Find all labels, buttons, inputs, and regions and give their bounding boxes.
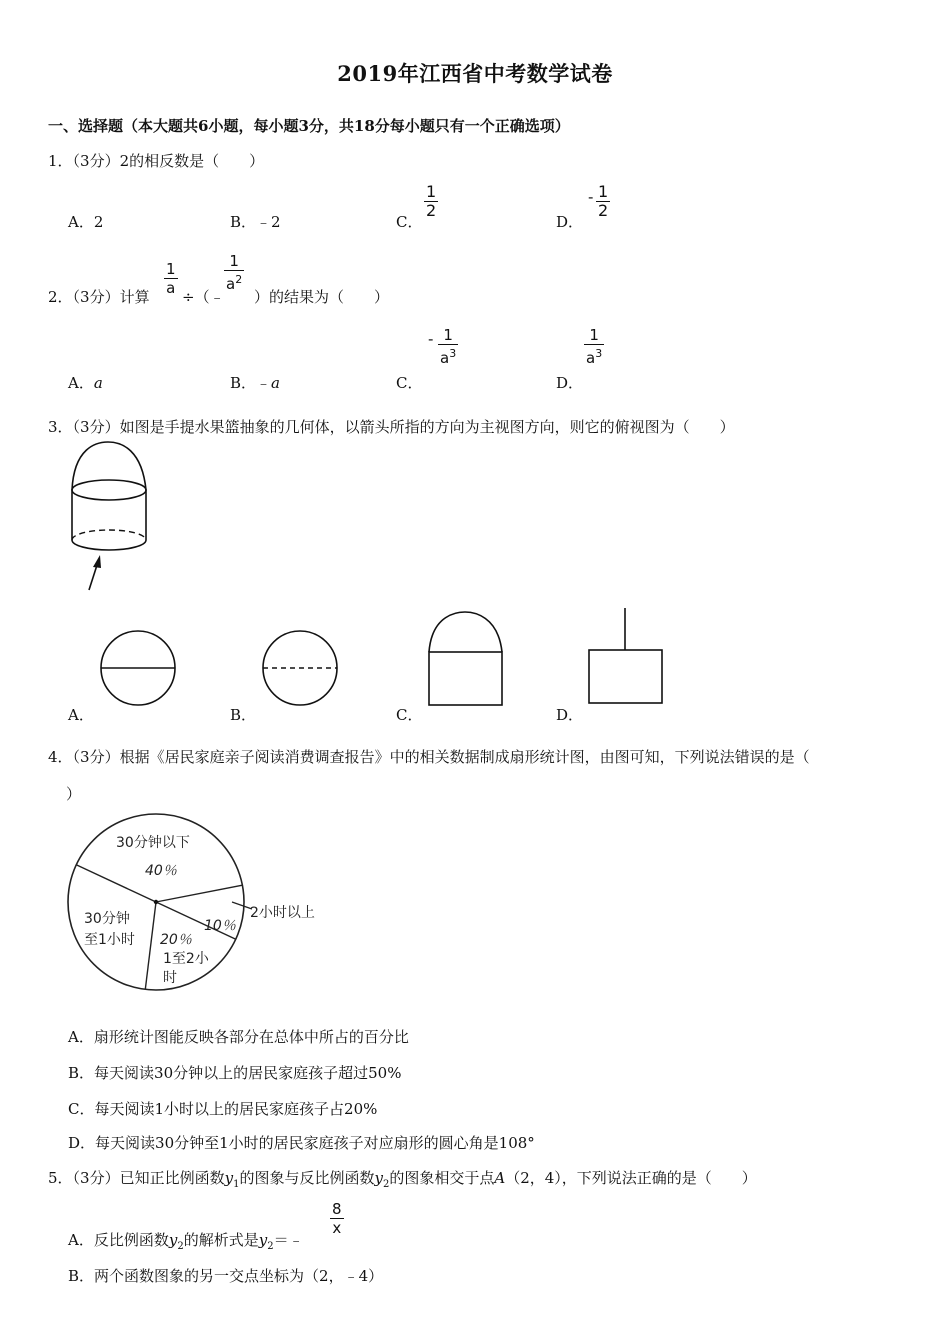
q5-option-a[interactable]: A．反比例函数$y_2$的解析式是$y_2=﹣$ <box>68 1231 304 1252</box>
q2-c-num: 1 <box>438 326 458 345</box>
q1-c-den: 2 <box>426 201 437 220</box>
q2-operator: ÷（﹣ <box>182 288 225 306</box>
q2-f2-exp: 2 <box>235 273 243 286</box>
q4-option-c[interactable]: C．每天阅读1小时以上的居民家庭孩子占20% <box>68 1100 378 1118</box>
q5-stem: 5．（3分）已知正比例函数$y_1$的图象与反比例函数$y_2$的图象相交于点A（2，4），下列说法正确的是（ ） <box>48 1169 757 1190</box>
q2-option-b[interactable]: B．﹣a <box>230 374 280 392</box>
section-heading: 一、选择题（本大题共6小题，每小题3分，共18分每小题只有一个正确选项） <box>48 117 570 135</box>
pie-label-under30-pct: 40％ <box>145 863 177 879</box>
pie-label-1to2-b: 时 <box>163 970 177 986</box>
pie-label-1to2-a: 1至2小 <box>163 951 209 967</box>
q2-f1-num: 1 <box>166 260 176 278</box>
q2-option-c[interactable]: C． <box>396 374 423 392</box>
q4-option-a[interactable]: A．扇形统计图能反映各部分在总体中所占的百分比 <box>68 1028 409 1046</box>
pie-label-over2: 2小时以上 <box>250 905 315 921</box>
q3-stem: 3．（3分）如图是手提水果篮抽象的几何体，以箭头所指的方向为主视图方向，则它的俯视图为（ ） <box>48 418 735 436</box>
q2-d-fraction <box>584 326 604 367</box>
q2-c-fraction <box>438 326 458 367</box>
q2-c-den: a <box>440 349 450 367</box>
pie-slice-boundary-3 <box>145 902 156 989</box>
q3-option-a[interactable]: A． <box>68 706 94 724</box>
q3-option-a-figure <box>100 630 178 708</box>
q3-option-b-figure <box>262 630 340 708</box>
q2-fraction-2 <box>224 252 244 293</box>
q2-d-num: 1 <box>584 326 604 345</box>
page-title: 2019年江西省中考数学试卷 <box>337 61 613 86</box>
pie-label-30to1-b: 至1小时 <box>84 932 135 948</box>
q1-option-b[interactable]: B．﹣2 <box>230 213 281 231</box>
q1-option-a[interactable]: A．2 <box>68 213 104 231</box>
q5-a-num: 8 <box>332 1200 342 1218</box>
q2-f1-den: a <box>166 279 176 297</box>
q3-option-d[interactable]: D． <box>556 706 584 724</box>
q2-stem-pre: 2．（3分）计算 <box>48 288 150 306</box>
q3-option-c[interactable]: C． <box>396 706 423 724</box>
pie-center <box>154 900 158 904</box>
q3-option-b[interactable]: B． <box>230 706 257 724</box>
q1-c-num: 1 <box>426 182 437 201</box>
q5-a-fraction <box>330 1200 344 1237</box>
pie-label-30to1-a: 30分钟 <box>84 911 130 927</box>
q2-d-exp: 3 <box>595 347 603 360</box>
pie-slice-boundary-1 <box>156 885 242 902</box>
q3-option-c-figure <box>428 612 504 708</box>
q1-d-num: 1 <box>598 182 609 201</box>
q3-basket-figure <box>60 440 160 595</box>
q1-option-d[interactable]: D． <box>556 213 584 231</box>
q2-option-d[interactable]: D． <box>556 374 584 392</box>
q1-d-fraction <box>596 183 610 220</box>
q4-stem: 4．（3分）根据《居民家庭亲子阅读消费调查报告》中的相关数据制成扇形统计图，由图可知，下列说法错误的是（ <box>48 748 810 766</box>
q5-option-b[interactable]: B．两个函数图象的另一交点坐标为（2，﹣4） <box>68 1267 384 1285</box>
pie-label-over2-pct: 10％ <box>204 918 236 934</box>
q1-d-den: 2 <box>598 201 609 220</box>
q3-option-d-figure <box>588 606 664 706</box>
q2-d-den: a <box>586 349 596 367</box>
q4-option-d[interactable]: D．每天阅读30分钟至1小时的居民家庭孩子对应扇形的圆心角是108° <box>68 1134 535 1152</box>
q1-c-fraction <box>424 183 438 220</box>
pie-label-under30: 30分钟以下 <box>116 835 190 851</box>
q2-f2-num: 1 <box>224 252 244 271</box>
q4-option-b[interactable]: B．每天阅读30分钟以上的居民家庭孩子超过50% <box>68 1064 402 1082</box>
q1-stem: 1．（3分）2的相反数是（ ） <box>48 152 265 170</box>
q5-a-den: x <box>332 1219 342 1237</box>
q2-f2-den: a <box>226 275 236 293</box>
q4-stem-end: ） <box>66 785 82 803</box>
q2-c-exp: 3 <box>449 347 457 360</box>
q2-fraction-1 <box>164 260 178 297</box>
q2-c-neg: - <box>428 330 434 348</box>
q2-option-a[interactable]: A．a <box>68 374 103 392</box>
q1-d-neg: - <box>588 188 594 206</box>
q2-stem-post: ）的结果为（ ） <box>254 288 390 306</box>
pie-leader-line <box>232 902 252 909</box>
q1-option-c[interactable]: C． <box>396 213 423 231</box>
pie-label-1to2-pct: 20％ <box>160 932 192 948</box>
